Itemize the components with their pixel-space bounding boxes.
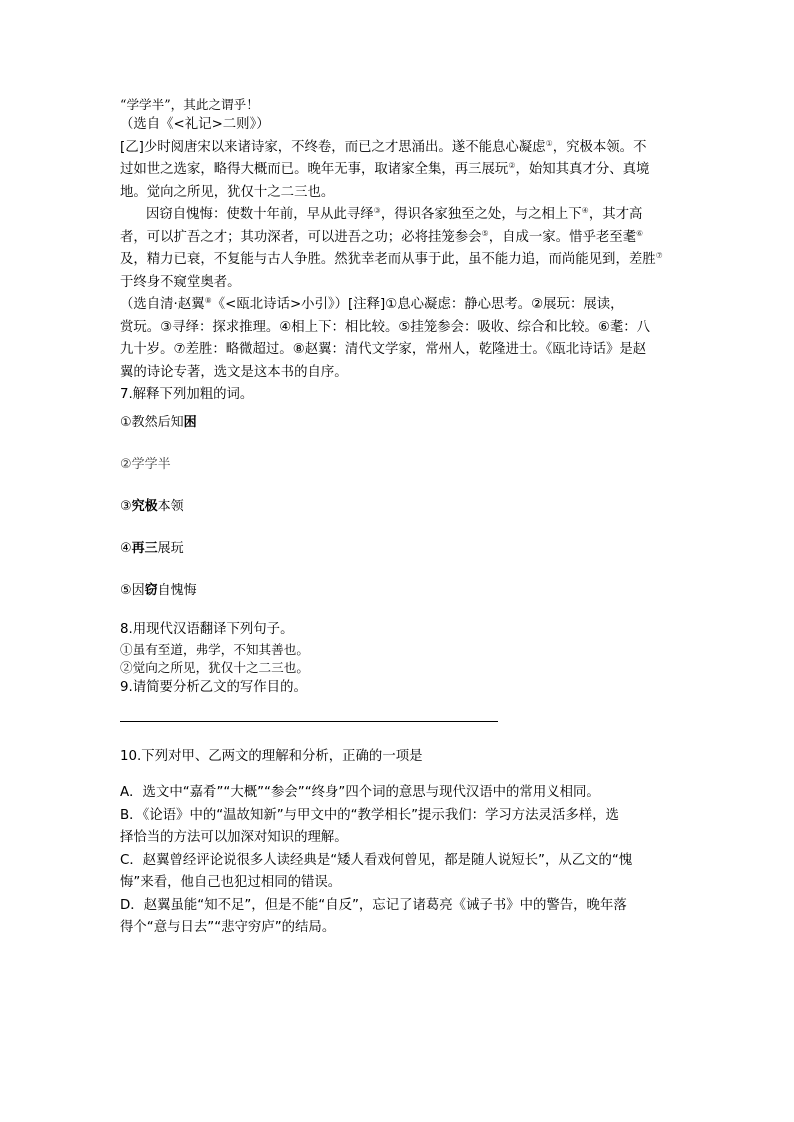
q10-option-d-line-2: 得个“意与日去”“悲守穷庐”的结局。 [120, 920, 336, 935]
bold-word: 再三 [131, 540, 158, 556]
footnote-marker: ④ [581, 206, 589, 215]
jia-tail-quote: “学学半”，其此之谓乎！ [120, 97, 259, 112]
q9-title: 9.请简要分析乙文的写作目的。 [120, 680, 307, 695]
q7-item-3: ③究极本领 [120, 498, 184, 514]
footnote-marker: ② [508, 161, 516, 170]
yi-para2-line-4: 于终身不窥堂奥者。 [120, 274, 241, 290]
document-page [120, 96, 678, 940]
q10-option-a: A．选文中“嘉肴”“大概”“参会”“终身”四个词的意思与现代汉语中的常用义相同。 [120, 785, 600, 800]
footnote-marker: ⑦ [655, 251, 663, 260]
q10-title: 10.下列对甲、乙两文的理解和分析，正确的一项是 [120, 748, 423, 764]
yi-text-line-2: 过如世之选家，略得大概而已。晚年无事，取诸家全集，再三展玩②，始知其真才分、真境 [120, 161, 650, 177]
q7-item-4: ④再三展玩 [120, 540, 184, 556]
yi-notes-line-2: 赏玩。③寻绎：探求推理。④相上下：相比较。⑤挂笼参会：吸收、综合和比较。⑥耄：八 [120, 319, 651, 335]
yi-notes-line-3: 九十岁。⑦差胜：略微超过。⑧赵翼：清代文学家，常州人，乾隆进士。《瓯北诗话》是赵 [120, 342, 647, 357]
q8-sentence-1: ①虽有至道，弗学，不知其善也。 [120, 642, 309, 657]
yi-text-line-3: 地。觉向之所见，犹仅十之二三也。 [120, 184, 335, 200]
q7-item-1: ①教然后知困 [120, 414, 197, 430]
footnote-marker: ① [545, 138, 553, 148]
q10-option-d-line-1: D．赵翼虽能“知不足”，但是不能“自反”，忘记了诸葛亮《诫子书》中的警告，晚年落 [120, 897, 627, 913]
q7-title: 7.解释下列加粗的词。 [120, 387, 254, 402]
footnote-marker: ⑤ [481, 228, 489, 238]
answer-blank-line[interactable] [120, 720, 498, 722]
bold-word: 究极 [131, 498, 158, 514]
q8-title: 8.用现代汉语翻译下列句子。 [120, 621, 294, 637]
yi-para2-line-1: 因窃自愧悔：使数十年前，早从此寻绎③，得识各家独至之处，与之相上下④，其才高 [146, 206, 643, 222]
bold-word: 困 [183, 414, 197, 430]
yi-para2-line-3: 及，精力已衰，不复能与古人争胜。然犹幸老而从事于此，虽不能力追，而尚能见到，差胜⑦ [120, 251, 663, 267]
yi-source-and-notes: （选自清·赵翼⑧《<瓯北诗话>小引》）[注释]①息心凝虑：静心思考。②展玩：展读， [120, 296, 624, 312]
q10-option-b-line-2: 择恰当的方法可以加深对知识的理解。 [120, 830, 348, 845]
yi-text-line-1: [乙]少时阅唐宋以来诸诗家，不终卷，而已之才思涌出。遂不能息心凝虑①，究极本领。不 [120, 138, 647, 155]
jia-source: （选自《<礼记>二则》） [120, 117, 270, 132]
q10-option-c-line-1: C．赵翼曾经评论说很多人读经典是“矮人看戏何曾见，都是随人说短长”，从乙文的“愧 [120, 852, 633, 868]
q10-option-b-line-1: B．《论语》中的“温故知新”与甲文中的“教学相长”提示我们：学习方法灵活多样，选 [120, 807, 619, 823]
yi-para2-line-2: 者，可以扩吾之才；其功深者，可以进吾之功；必将挂笼参会⑤，自成一家。惜乎老至耄⑥ [120, 228, 644, 245]
footnote-marker: ⑥ [636, 228, 644, 238]
q8-sentence-2: ②觉向之所见，犹仅十之二三也。 [120, 660, 309, 675]
q7-item-2: ②学学半 [120, 456, 171, 472]
q10-option-c-line-2: 悔”来看，他自己也犯过相同的错误。 [120, 875, 342, 890]
yi-notes-line-4: 翼的诗论专著，选文是这本书的自序。 [120, 364, 348, 380]
bold-word: 窃 [144, 582, 158, 598]
footnote-marker: ⑧ [204, 296, 212, 305]
footnote-marker: ③ [373, 206, 381, 215]
q7-item-5: ⑤因窃自愧悔 [120, 582, 197, 598]
